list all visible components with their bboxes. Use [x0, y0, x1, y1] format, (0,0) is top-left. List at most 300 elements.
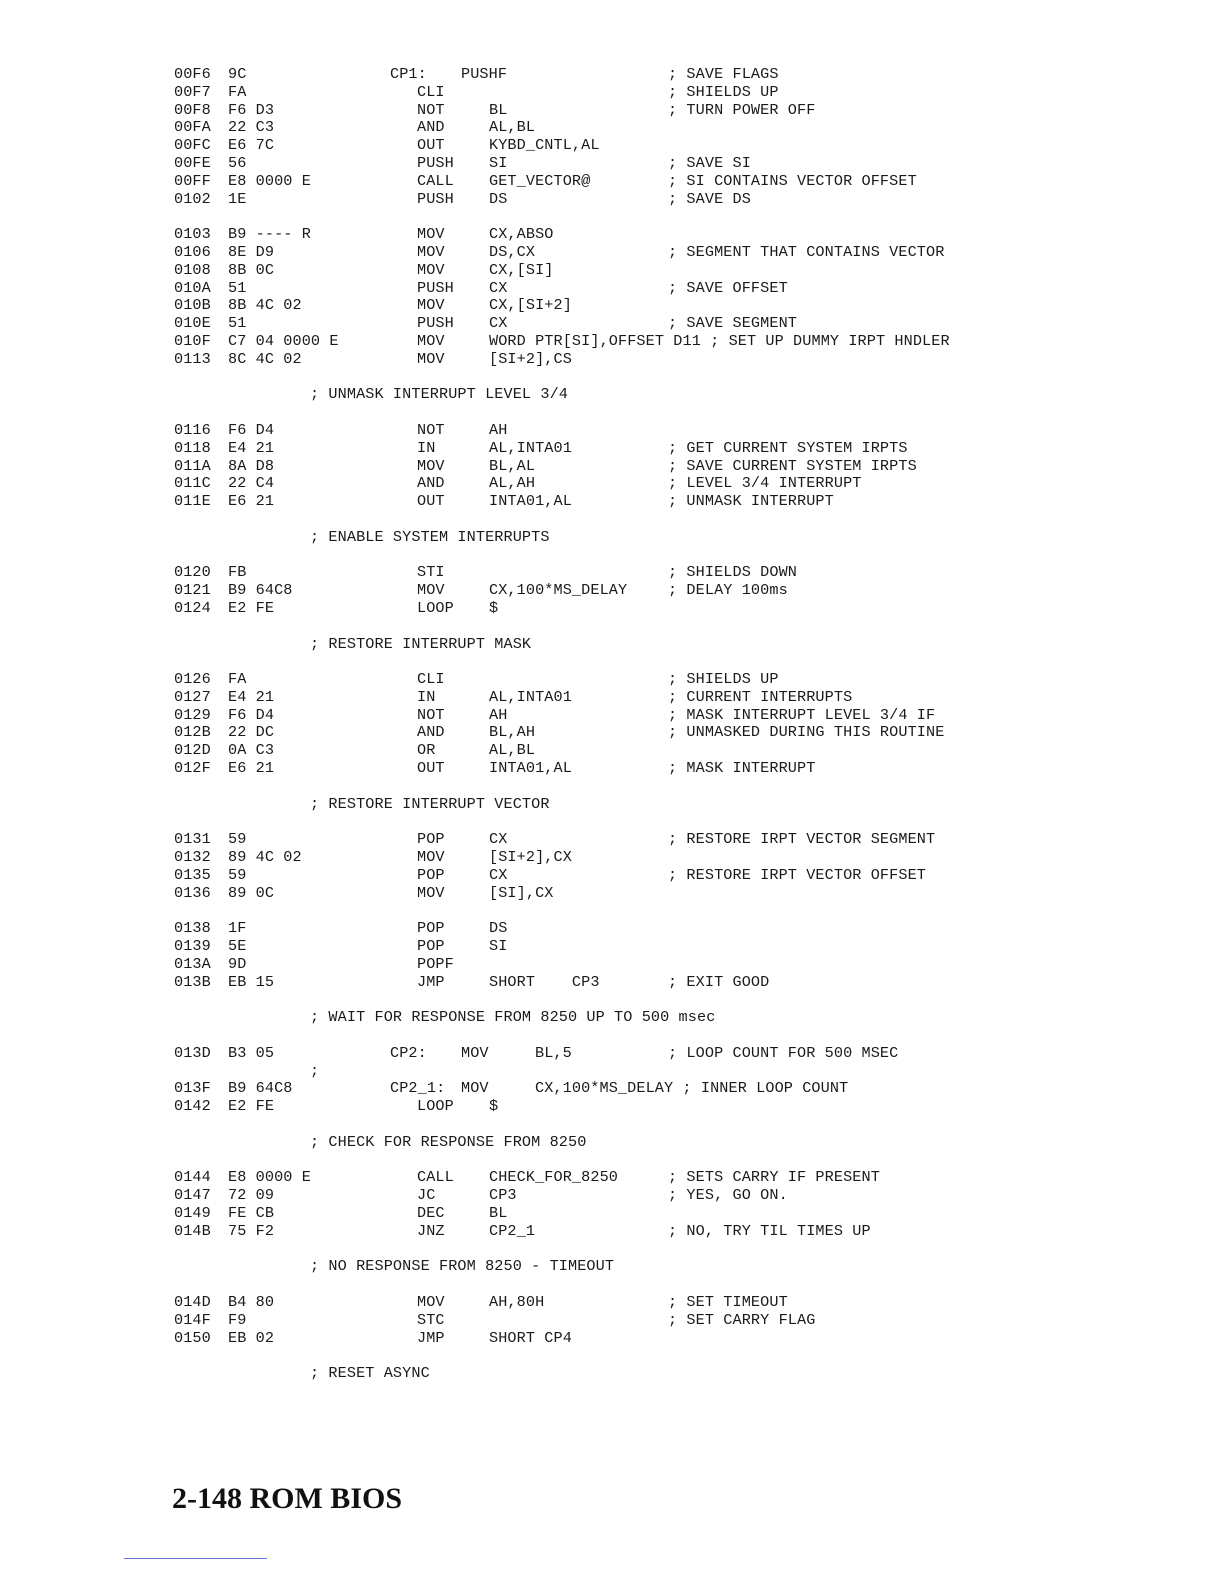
line-comment: ; SET TIMEOUT: [668, 1292, 788, 1311]
object-code: 0A C3: [228, 741, 275, 760]
section-comment-text: ; RESTORE INTERRUPT VECTOR: [310, 794, 550, 813]
section-comment-text: ; RESET ASYNC: [310, 1364, 430, 1383]
line-comment: ; NO, TRY TIL TIMES UP: [668, 1221, 871, 1240]
page-footer: 2-148 ROM BIOS: [172, 1482, 403, 1515]
mnemonic: JMP: [417, 1328, 445, 1347]
code-line: [174, 974, 1174, 992]
object-code: 51: [228, 278, 247, 297]
object-code: B9 64C8: [228, 1079, 293, 1098]
line-comment: ; SAVE SI: [668, 153, 751, 172]
mnemonic: NOT: [417, 420, 445, 439]
line-comment: ; SI CONTAINS VECTOR OFFSET: [668, 171, 917, 190]
mnemonic: LOOP: [417, 598, 454, 617]
address: 010A: [174, 278, 211, 297]
object-code: B4 80: [228, 1292, 275, 1311]
mnemonic: AND: [417, 474, 445, 493]
object-code: C7 04 0000 E: [228, 331, 339, 350]
code-line: [174, 724, 1174, 742]
operands: SHORT CP3: [489, 972, 600, 991]
address: 0127: [174, 687, 211, 706]
line-comment: ; LEVEL 3/4 INTERRUPT: [668, 474, 862, 493]
object-code: F6 D3: [228, 100, 275, 119]
code-line: [174, 920, 1174, 938]
line-comment: ; SHIELDS UP: [668, 670, 779, 689]
operands: INTA01,AL: [489, 759, 572, 778]
section-comment-text: ; NO RESPONSE FROM 8250 - TIMEOUT: [310, 1257, 615, 1276]
line-comment: ; SAVE CURRENT SYSTEM IRPTS: [668, 456, 917, 475]
object-code: E4 21: [228, 687, 275, 706]
object-code: E4 21: [228, 438, 275, 457]
object-code: 8B 0C: [228, 260, 275, 279]
blank-line: [174, 813, 1174, 831]
line-comment: ; UNMASKED DURING THIS ROUTINE: [668, 723, 945, 742]
mnemonic: MOV: [461, 1043, 489, 1062]
address: 0150: [174, 1328, 211, 1347]
mnemonic: DEC: [417, 1204, 445, 1222]
section-comment-text: ; UNMASK INTERRUPT LEVEL 3/4: [310, 385, 568, 404]
code-line: [174, 867, 1174, 885]
operands: AL,BL: [489, 118, 536, 137]
line-comment: ; UNMASK INTERRUPT: [668, 492, 834, 511]
code-line: [174, 600, 1174, 618]
address: 012D: [174, 741, 211, 760]
section-comment: [174, 636, 1174, 654]
mnemonic: PUSH: [417, 278, 454, 297]
object-code: F6 D4: [228, 420, 275, 439]
address: 00F7: [174, 82, 211, 101]
line-comment: ; SAVE FLAGS: [668, 65, 779, 83]
code-line: [174, 956, 1174, 974]
operands: SHORT CP4: [489, 1328, 572, 1347]
code-line: [174, 137, 1174, 155]
address: 014F: [174, 1310, 211, 1329]
operands: WORD PTR[SI],OFFSET D11 ; SET UP DUMMY IRPT HNDLER: [489, 331, 950, 350]
mnemonic: CALL: [417, 171, 454, 190]
operands: BL,AH: [489, 723, 536, 742]
operands: CP2_1: [489, 1221, 536, 1240]
blank-line: [174, 547, 1174, 565]
code-line: [174, 191, 1174, 209]
object-code: EB 02: [228, 1328, 275, 1347]
object-code: F6 D4: [228, 705, 275, 724]
address: 013A: [174, 954, 211, 973]
blank-line: [174, 653, 1174, 671]
object-code: 56: [228, 153, 247, 172]
code-line: [174, 1080, 1174, 1098]
address: 00FC: [174, 136, 211, 155]
blank-line: [174, 369, 1174, 387]
address: 0108: [174, 260, 211, 279]
blank-line: [174, 902, 1174, 920]
object-code: 8B 4C 02: [228, 296, 302, 315]
mnemonic: MOV: [417, 242, 445, 261]
address: 00F8: [174, 100, 211, 119]
line-comment: ; SHIELDS UP: [668, 82, 779, 101]
line-comment: ; EXIT GOOD: [668, 972, 770, 991]
address: 0120: [174, 563, 211, 582]
object-code: E6 21: [228, 492, 275, 511]
object-code: 89 4C 02: [228, 848, 302, 867]
address: 011E: [174, 492, 211, 511]
blank-line: [174, 208, 1174, 226]
code-line: [174, 84, 1174, 102]
object-code: 72 09: [228, 1186, 275, 1205]
address: 014D: [174, 1292, 211, 1311]
blank-line: [174, 1347, 1174, 1365]
mnemonic: MOV: [417, 848, 445, 867]
code-label: CP2_1:: [390, 1079, 446, 1098]
operands: BL: [489, 1204, 508, 1222]
operands: CHECK_FOR_8250: [489, 1168, 618, 1187]
code-line: [174, 315, 1174, 333]
operands: [SI],CX: [489, 883, 554, 902]
address: 011C: [174, 474, 211, 493]
object-code: 22 DC: [228, 723, 275, 742]
code-line: [174, 1223, 1174, 1241]
mnemonic: JMP: [417, 972, 445, 991]
address: 0103: [174, 225, 211, 244]
address: 0113: [174, 349, 211, 368]
address: 0149: [174, 1204, 211, 1222]
object-code: 5E: [228, 937, 247, 956]
line-comment: ; RESTORE IRPT VECTOR SEGMENT: [668, 830, 936, 849]
mnemonic: MOV: [417, 331, 445, 350]
mnemonic: MOV: [417, 1292, 445, 1311]
blank-line: [174, 1241, 1174, 1259]
mnemonic: CLI: [417, 670, 445, 689]
code-line: [174, 671, 1174, 689]
code-line: [174, 422, 1174, 440]
operands: INTA01,AL: [489, 492, 572, 511]
code-line: [174, 689, 1174, 707]
operands: BL,AL: [489, 456, 536, 475]
blank-line: [174, 991, 1174, 1009]
address: 013B: [174, 972, 211, 991]
mnemonic: PUSHF: [461, 65, 508, 83]
operands: CX,100*MS_DELAY: [489, 581, 628, 600]
operands: CX: [489, 314, 508, 333]
mnemonic: AND: [417, 723, 445, 742]
operands: CX,[SI]: [489, 260, 554, 279]
operands: CX: [489, 278, 508, 297]
mnemonic: MOV: [417, 883, 445, 902]
address: 010F: [174, 331, 211, 350]
object-code: 9C: [228, 65, 247, 83]
blank-line: [174, 1116, 1174, 1134]
operands: AH: [489, 420, 508, 439]
mnemonic: PUSH: [417, 189, 454, 208]
address: 013D: [174, 1043, 211, 1062]
object-code: 9D: [228, 954, 247, 973]
address: 010B: [174, 296, 211, 315]
code-label: CP1:: [390, 65, 427, 83]
operands: DS: [489, 919, 508, 938]
operands: AH: [489, 705, 508, 724]
object-code: 22 C3: [228, 118, 275, 137]
address: 00FA: [174, 118, 211, 137]
mnemonic: MOV: [417, 456, 445, 475]
operands: SI: [489, 937, 508, 956]
blank-line: [174, 1276, 1174, 1294]
mnemonic: JC: [417, 1186, 436, 1205]
mnemonic: CALL: [417, 1168, 454, 1187]
operands: $: [489, 1097, 499, 1116]
code-line: [174, 1205, 1174, 1223]
code-line: [174, 280, 1174, 298]
assembly-listing: [174, 66, 1174, 1383]
mnemonic: OUT: [417, 136, 445, 155]
address: 0132: [174, 848, 211, 867]
object-code: 1F: [228, 919, 247, 938]
address: 011A: [174, 456, 211, 475]
mnemonic: NOT: [417, 100, 445, 119]
blank-line: [174, 404, 1174, 422]
line-comment: ; SAVE SEGMENT: [668, 314, 797, 333]
operands: CX,[SI+2]: [489, 296, 572, 315]
code-line: [174, 119, 1174, 137]
address: 0121: [174, 581, 211, 600]
section-comment: [174, 529, 1174, 547]
operands: AL,INTA01: [489, 687, 572, 706]
mnemonic: MOV: [417, 296, 445, 315]
address: 00F6: [174, 65, 211, 83]
address: 0129: [174, 705, 211, 724]
line-comment: ; RESTORE IRPT VECTOR OFFSET: [668, 865, 926, 884]
code-line: [174, 333, 1174, 351]
line-comment: ; SAVE OFFSET: [668, 278, 788, 297]
object-code: 59: [228, 830, 247, 849]
object-code: B9 64C8: [228, 581, 293, 600]
object-code: FB: [228, 563, 247, 582]
operands: AL,AH: [489, 474, 536, 493]
object-code: E2 FE: [228, 598, 275, 617]
address: 0138: [174, 919, 211, 938]
address: 0118: [174, 438, 211, 457]
code-line: [174, 1187, 1174, 1205]
code-line: [174, 831, 1174, 849]
line-comment: ; GET CURRENT SYSTEM IRPTS: [668, 438, 908, 457]
operands: CP3: [489, 1186, 517, 1205]
code-line: [174, 297, 1174, 315]
mnemonic: OUT: [417, 492, 445, 511]
object-code: 89 0C: [228, 883, 275, 902]
address: 0135: [174, 865, 211, 884]
section-comment: [174, 386, 1174, 404]
mnemonic: OUT: [417, 759, 445, 778]
mnemonic: MOV: [417, 260, 445, 279]
operands: AH,80H: [489, 1292, 545, 1311]
mnemonic: PUSH: [417, 314, 454, 333]
address: 010E: [174, 314, 211, 333]
operands: AL,INTA01: [489, 438, 572, 457]
operands: CX: [489, 830, 508, 849]
address: 014B: [174, 1221, 211, 1240]
code-line: [174, 440, 1174, 458]
section-comment-text: ; WAIT FOR RESPONSE FROM 8250 UP TO 500 msec: [310, 1008, 716, 1027]
code-line: [174, 351, 1174, 369]
address: 00FE: [174, 153, 211, 172]
operands: GET_VECTOR@: [489, 171, 591, 190]
address: 0136: [174, 883, 211, 902]
section-comment-text: ; CHECK FOR RESPONSE FROM 8250: [310, 1132, 587, 1151]
section-comment: [174, 1134, 1174, 1152]
mnemonic: POPF: [417, 954, 454, 973]
code-line: [174, 707, 1174, 725]
object-code: FE CB: [228, 1204, 275, 1222]
object-code: 8E D9: [228, 242, 275, 261]
blank-line: [174, 1152, 1174, 1170]
line-comment: ; SETS CARRY IF PRESENT: [668, 1168, 880, 1187]
separator-line: [174, 1063, 1174, 1081]
object-code: 59: [228, 865, 247, 884]
object-code: E8 0000 E: [228, 1168, 311, 1187]
object-code: FA: [228, 670, 247, 689]
code-line: [174, 475, 1174, 493]
line-comment: ; SEGMENT THAT CONTAINS VECTOR: [668, 242, 945, 261]
line-comment: ; TURN POWER OFF: [668, 100, 816, 119]
line-comment: ; SHIELDS DOWN: [668, 563, 797, 582]
address: 0126: [174, 670, 211, 689]
blank-line: [174, 511, 1174, 529]
code-line: [174, 173, 1174, 191]
address: 013F: [174, 1079, 211, 1098]
line-comment: ; DELAY 100ms: [668, 581, 788, 600]
operands: DS,CX: [489, 242, 536, 261]
mnemonic: OR: [417, 741, 436, 760]
operands: SI: [489, 153, 508, 172]
mnemonic: AND: [417, 118, 445, 137]
address: 0147: [174, 1186, 211, 1205]
line-comment: ; SET CARRY FLAG: [668, 1310, 816, 1329]
line-comment: ; CURRENT INTERRUPTS: [668, 687, 853, 706]
code-line: [174, 885, 1174, 903]
operands: [SI+2],CS: [489, 349, 572, 368]
mnemonic: JNZ: [417, 1221, 445, 1240]
address: 0124: [174, 598, 211, 617]
object-code: E8 0000 E: [228, 171, 311, 190]
code-line: [174, 582, 1174, 600]
object-code: 75 F2: [228, 1221, 275, 1240]
address: 0106: [174, 242, 211, 261]
object-code: 8A D8: [228, 456, 275, 475]
object-code: E2 FE: [228, 1097, 275, 1116]
code-line: [174, 1098, 1174, 1116]
code-label: CP2:: [390, 1043, 427, 1062]
operands: [SI+2],CX: [489, 848, 572, 867]
section-comment: [174, 1258, 1174, 1276]
mnemonic: MOV: [417, 349, 445, 368]
operands: BL,5: [535, 1043, 572, 1062]
blank-line: [174, 1027, 1174, 1045]
code-line: [174, 1330, 1174, 1348]
mnemonic: MOV: [417, 581, 445, 600]
operands: CX,100*MS_DELAY ; INNER LOOP COUNT: [535, 1079, 849, 1098]
mnemonic: STI: [417, 563, 445, 582]
operands: CX: [489, 865, 508, 884]
operands: AL,BL: [489, 741, 536, 760]
section-comment-text: ; ENABLE SYSTEM INTERRUPTS: [310, 527, 550, 546]
code-line: [174, 938, 1174, 956]
mnemonic: IN: [417, 438, 436, 457]
operands: CX,ABSO: [489, 225, 554, 244]
code-line: [174, 849, 1174, 867]
mnemonic: CLI: [417, 82, 445, 101]
object-code: E6 7C: [228, 136, 275, 155]
line-comment: ; LOOP COUNT FOR 500 MSEC: [668, 1043, 899, 1062]
object-code: 22 C4: [228, 474, 275, 493]
mnemonic: STC: [417, 1310, 445, 1329]
object-code: E6 21: [228, 759, 275, 778]
object-code: B9 ---- R: [228, 225, 311, 244]
operands: DS: [489, 189, 508, 208]
mnemonic: IN: [417, 687, 436, 706]
address: 0116: [174, 420, 211, 439]
mnemonic: POP: [417, 865, 445, 884]
mnemonic: PUSH: [417, 153, 454, 172]
code-line: [174, 760, 1174, 778]
object-code: F9: [228, 1310, 247, 1329]
line-comment: ; MASK INTERRUPT LEVEL 3/4 IF: [668, 705, 936, 724]
object-code: 1E: [228, 189, 247, 208]
separator-semicolon: ;: [310, 1061, 320, 1080]
address: 0142: [174, 1097, 211, 1116]
mnemonic: POP: [417, 919, 445, 938]
blank-line: [174, 618, 1174, 636]
mnemonic: POP: [417, 937, 445, 956]
section-comment-text: ; RESTORE INTERRUPT MASK: [310, 634, 532, 653]
operands: KYBD_CNTL,AL: [489, 136, 600, 155]
code-line: [174, 244, 1174, 262]
code-line: [174, 1312, 1174, 1330]
address: 00FF: [174, 171, 211, 190]
address: 0131: [174, 830, 211, 849]
code-line: [174, 1169, 1174, 1187]
section-comment: [174, 796, 1174, 814]
code-line: [174, 226, 1174, 244]
code-line: [174, 66, 1174, 84]
code-line: [174, 458, 1174, 476]
address: 012B: [174, 723, 211, 742]
address: 012F: [174, 759, 211, 778]
footer-rule: [124, 1558, 267, 1559]
line-comment: ; SAVE DS: [668, 189, 751, 208]
object-code: 51: [228, 314, 247, 333]
line-comment: ; YES, GO ON.: [668, 1186, 788, 1205]
operands: BL: [489, 100, 508, 119]
mnemonic: MOV: [461, 1079, 489, 1098]
address: 0102: [174, 189, 211, 208]
object-code: FA: [228, 82, 247, 101]
code-line: [174, 102, 1174, 120]
code-line: [174, 262, 1174, 280]
code-line: [174, 493, 1174, 511]
code-line: [174, 155, 1174, 173]
address: 0139: [174, 937, 211, 956]
mnemonic: POP: [417, 830, 445, 849]
line-comment: ; MASK INTERRUPT: [668, 759, 816, 778]
code-line: [174, 742, 1174, 760]
object-code: 8C 4C 02: [228, 349, 302, 368]
mnemonic: LOOP: [417, 1097, 454, 1116]
object-code: B3 05: [228, 1043, 275, 1062]
object-code: EB 15: [228, 972, 275, 991]
address: 0144: [174, 1168, 211, 1187]
operands: $: [489, 598, 499, 617]
code-line: [174, 1045, 1174, 1063]
code-line: [174, 564, 1174, 582]
mnemonic: NOT: [417, 705, 445, 724]
code-line: [174, 1294, 1174, 1312]
